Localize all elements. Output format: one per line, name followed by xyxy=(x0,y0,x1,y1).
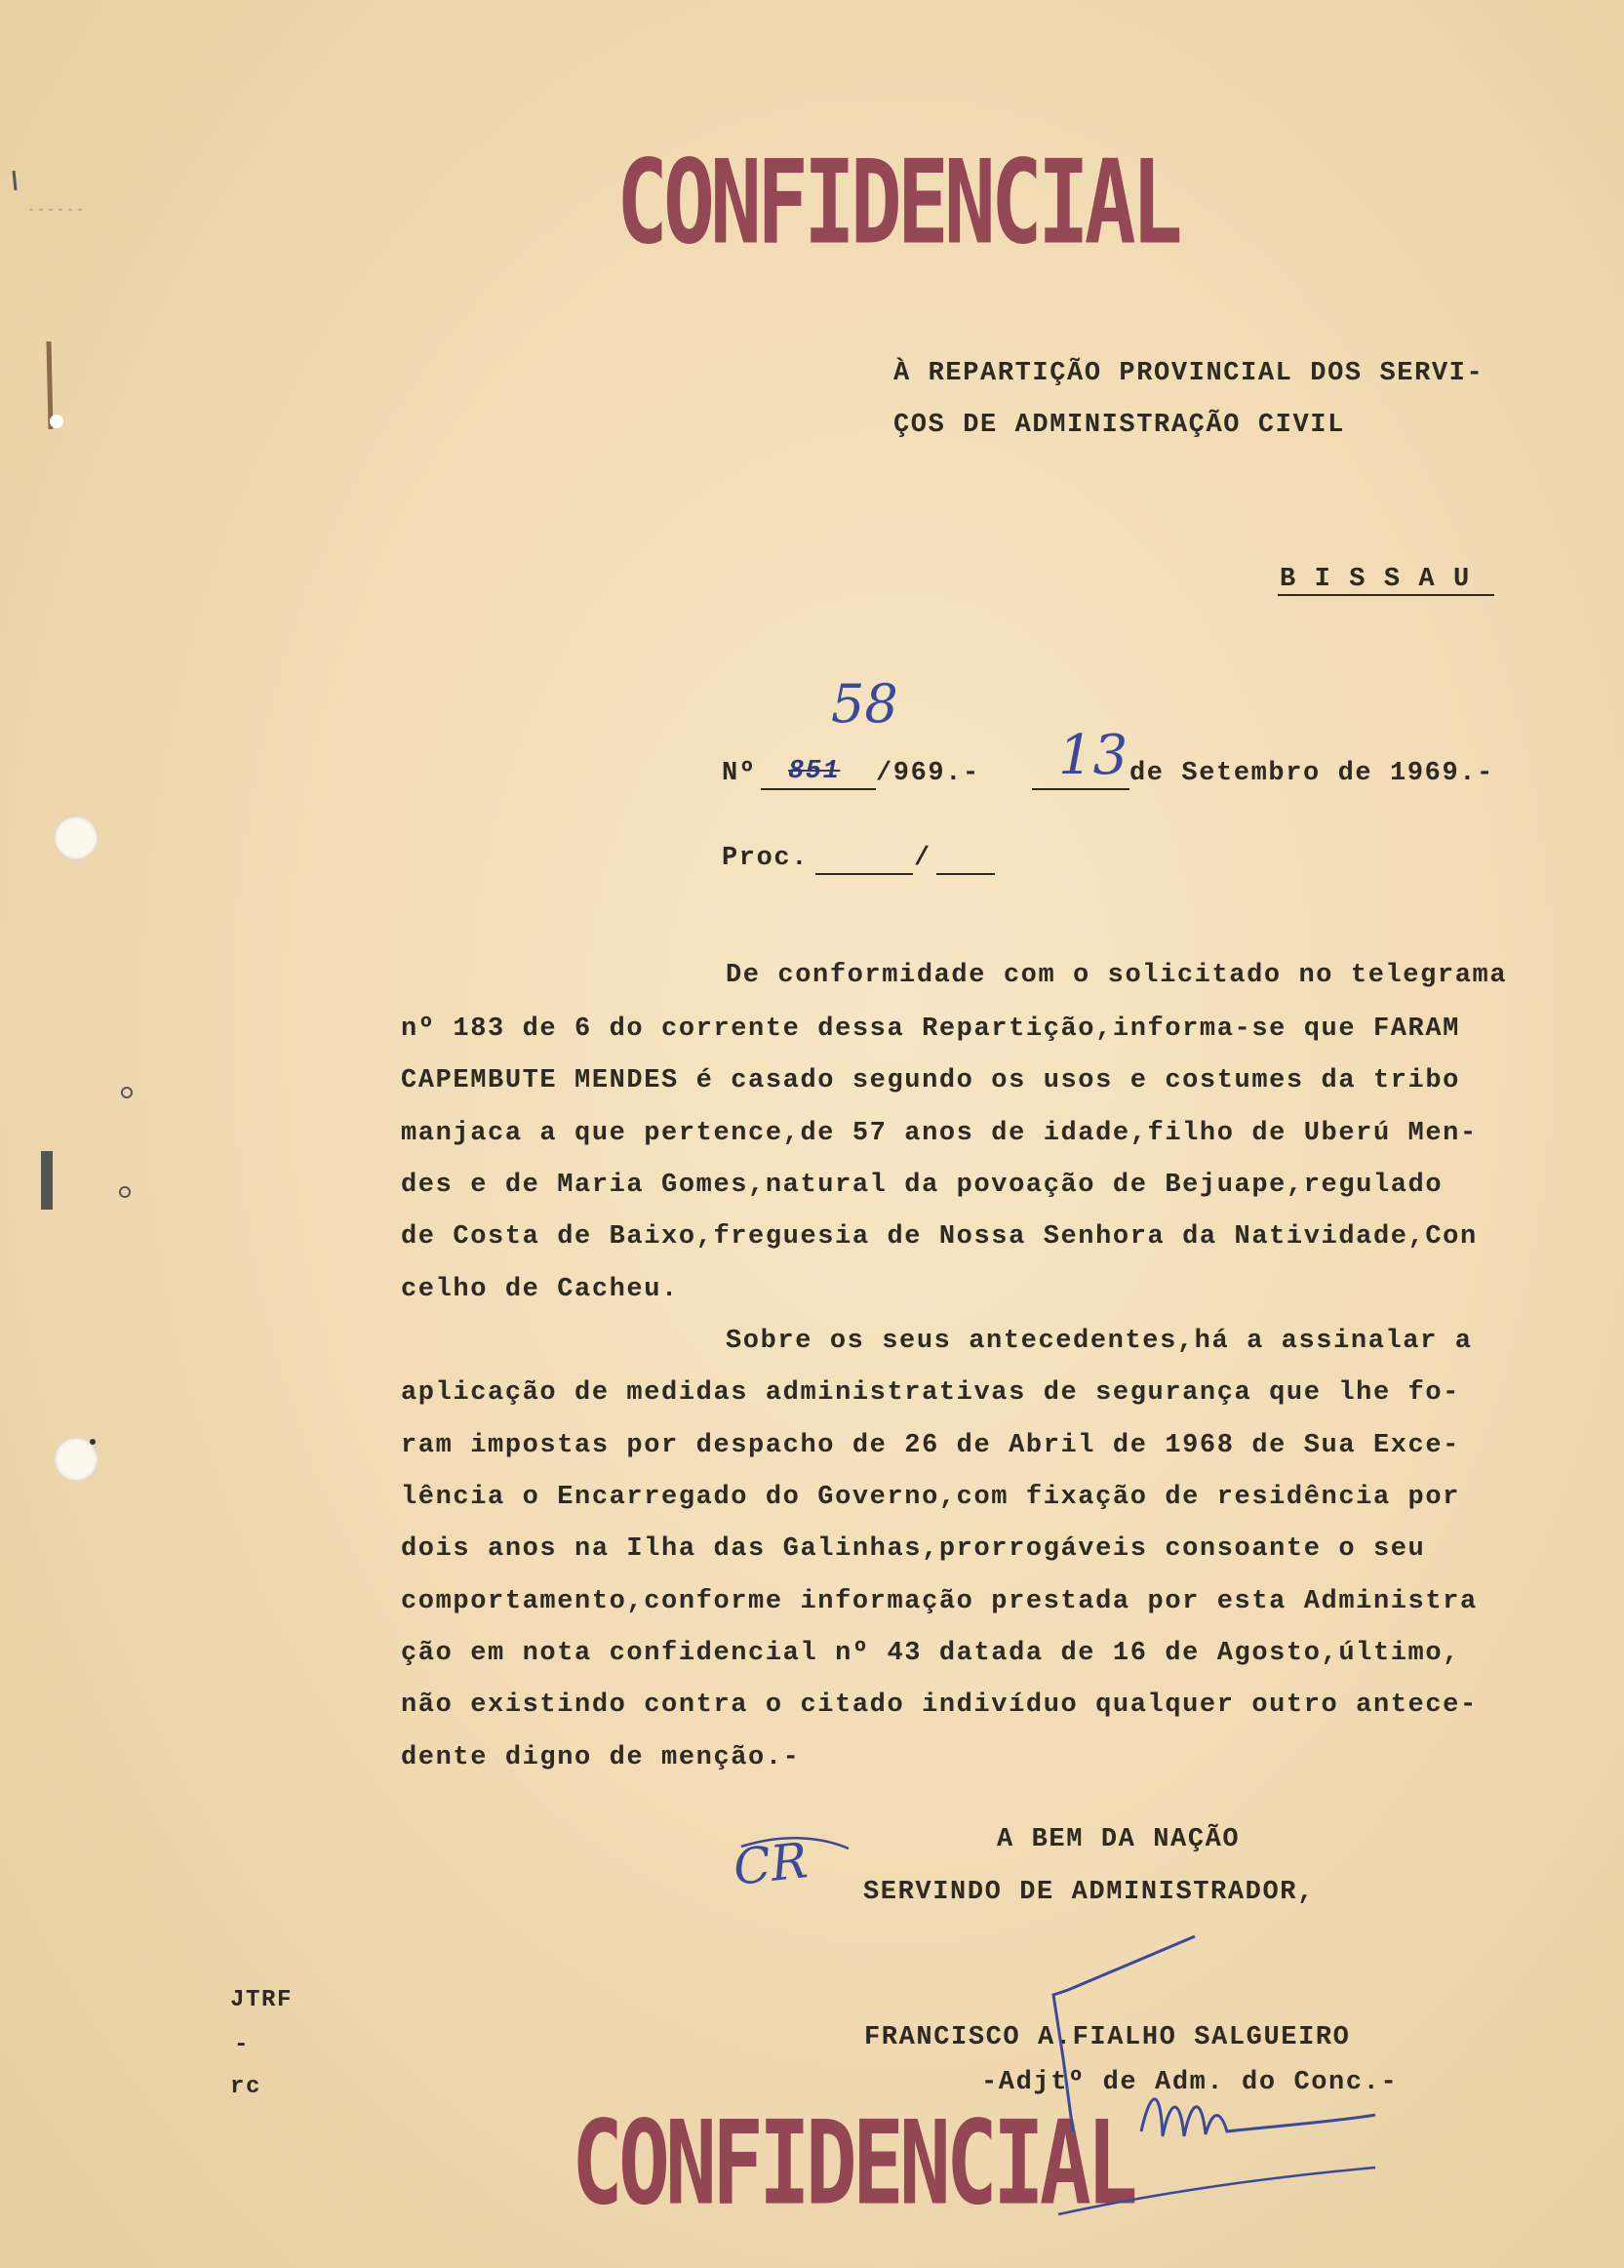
address-line-1: À REPARTIÇÃO PROVINCIAL DOS SERVI- xyxy=(893,359,1485,388)
address-line-2: ÇOS DE ADMINISTRAÇÃO CIVIL xyxy=(893,411,1345,440)
body-p2-line-4: lência o Encarregado do Governo,com fixação de residência por xyxy=(401,1483,1460,1512)
address-city: B I S S A U xyxy=(1280,565,1471,594)
initials-line-2: - xyxy=(234,2032,251,2058)
reference-year-suffix: /969.- xyxy=(876,759,980,788)
body-p2-line-9: dente digno de menção.- xyxy=(401,1743,801,1772)
margin-initials-handwritten: CR xyxy=(731,1832,811,1896)
proc-separator: / xyxy=(914,844,931,873)
reference-number-prefix: Nº xyxy=(722,759,757,788)
closing-role: SERVINDO DE ADMINISTRADOR, xyxy=(863,1878,1315,1907)
reference-number-handwritten: 58 xyxy=(831,673,898,735)
closing-title: -Adjtº de Adm. do Conc.- xyxy=(981,2068,1399,2097)
body-p2-line-3: ram impostas por despacho de 26 de Abril de 1968 de Sua Exce- xyxy=(401,1431,1460,1460)
body-p1-line-3: CAPEMBUTE MENDES é casado segundo os usos e costumes da tribo xyxy=(401,1066,1460,1095)
body-p2-line-1: Sobre os seus antecedentes,há a assinalar a xyxy=(726,1327,1473,1356)
proc-label: Proc. xyxy=(722,844,810,873)
initials-line-3: rc xyxy=(230,2074,262,2100)
body-p2-line-5: dois anos na Ilha das Galinhas,prorrogáveis consoante o seu xyxy=(401,1534,1426,1564)
body-p2-line-7: ção em nota confidencial nº 43 datada de 16 de Agosto,último, xyxy=(401,1639,1460,1668)
confidential-stamp-top: CONFIDENCIAL xyxy=(616,135,1178,271)
date-rest: de Setembro de 1969.- xyxy=(1129,759,1494,788)
body-p2-line-6: comportamento,conforme informação prestada por esta Administra xyxy=(401,1587,1478,1616)
body-p2-line-2: aplicação de medidas administrativas de segurança que lhe fo- xyxy=(401,1378,1460,1408)
reference-number-struck: 851 xyxy=(788,757,841,786)
body-p1-line-2: nº 183 de 6 do corrente dessa Repartição,informa-se que FARAM xyxy=(401,1015,1460,1044)
body-p2-line-8: não existindo contra o citado indivíduo qualquer outro antece- xyxy=(401,1691,1478,1720)
body-p1-line-5: des e de Maria Gomes,natural da povoação de Bejuape,regulado xyxy=(401,1171,1444,1200)
closing-salutation: A BEM DA NAÇÃO xyxy=(997,1825,1241,1854)
body-p1-line-4: manjaca a que pertence,de 57 anos de idade,filho de Uberú Men- xyxy=(401,1119,1478,1148)
body-p1-line-6: de Costa de Baixo,freguesia de Nossa Senhora da Natividade,Con xyxy=(401,1222,1478,1252)
confidential-stamp-bottom: CONFIDENCIAL xyxy=(572,2095,1133,2232)
date-day-handwritten: 13 xyxy=(1058,724,1129,787)
body-p1-line-1: De conformidade com o solicitado no telegrama xyxy=(726,961,1508,990)
body-p1-line-7: celho de Cacheu. xyxy=(401,1275,679,1304)
initials-line-1: JTRF xyxy=(230,1987,294,2013)
closing-signatory: FRANCISCO A.FIALHO SALGUEIRO xyxy=(864,2023,1351,2052)
